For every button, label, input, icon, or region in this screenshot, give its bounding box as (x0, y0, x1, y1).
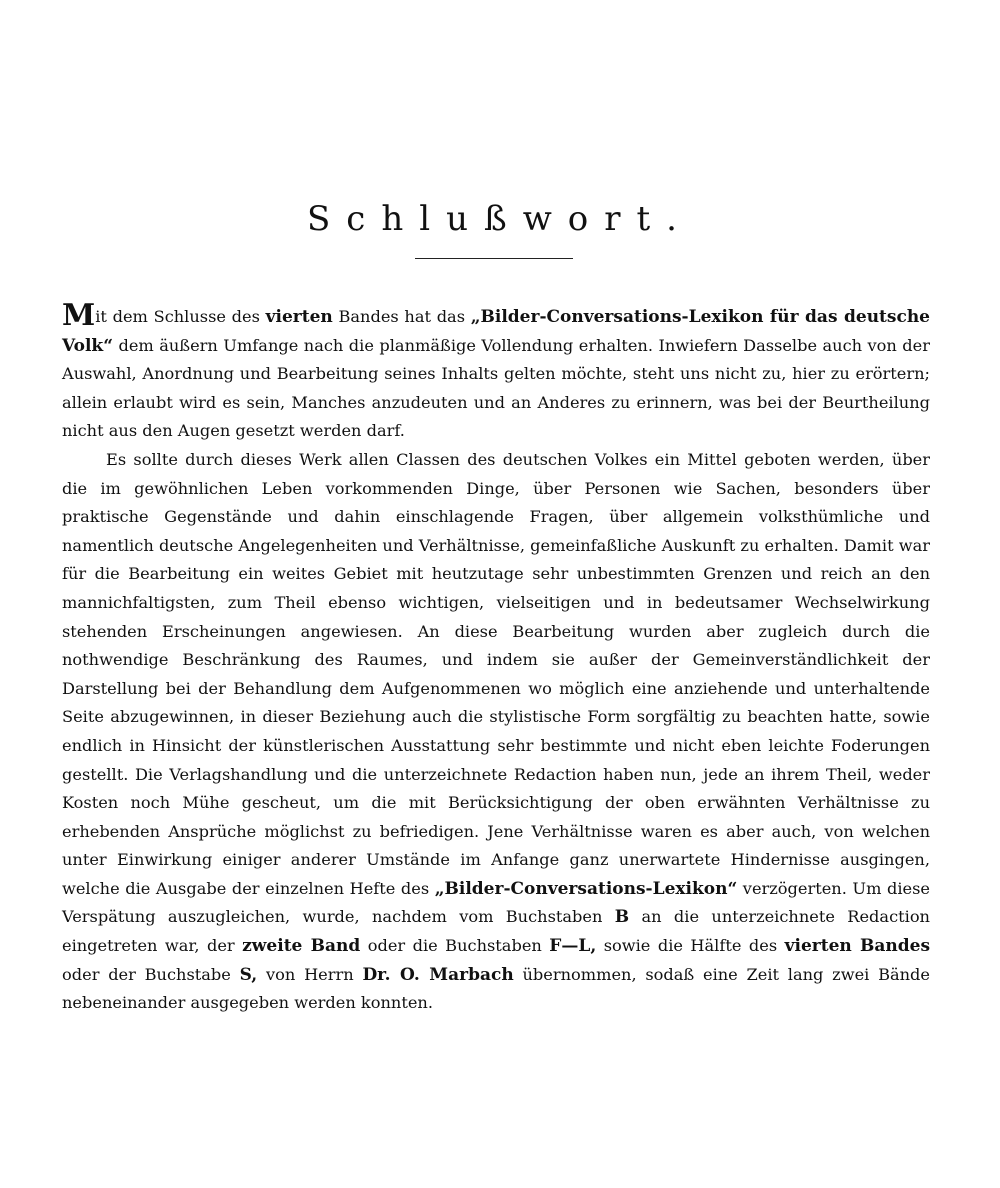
segment-bold: Dr. O. Marbach (362, 964, 514, 985)
segment-bold: „Bilder-Conversations-Lexikon für das deutsche Volk“ (62, 307, 930, 356)
segment: sowie die Hälfte des (596, 936, 785, 956)
drop-initial: M (62, 298, 96, 333)
segment: dem äußern Umfange nach die planmäßige Vollendung erhalten. Inwiefern Dasselbe auch von der Auswahl, Anordnung und Bearbeitung seines Inhalts gelten möchte, steht uns nicht zu, hier zu erörtern; allein erlaubt wird es sein, Manches anzudeuten und an Anderes zu erinnern, was bei der Beurtheilung nicht aus den Augen gesetzt werden darf. (62, 335, 930, 441)
segment-bold: F—L, (549, 936, 597, 957)
title-rule (415, 258, 573, 259)
segment: oder der Buchstabe (62, 964, 240, 984)
segment: it dem Schlusse des (95, 307, 266, 326)
segment: übernommen, sodaß eine Zeit lang zwei Bände nebeneinander ausgegeben werden konnten. (62, 964, 931, 1013)
segment: an die unterzeichnete Redaction eingetreten war, der (62, 907, 930, 956)
segment-bold: zweite Band (242, 936, 361, 957)
page-title: Schlußwort. (306, 198, 693, 239)
paragraph-1 (62, 298, 930, 446)
segment-bold: „Bilder-Conversations-Lexikon“ (434, 878, 738, 899)
segment: verzögerten. Um diese Verspätung auszugleichen, wurde, nachdem vom Buchstaben (62, 878, 930, 927)
segment: von Herrn (257, 964, 363, 984)
segment: Bandes hat das (332, 307, 471, 326)
segment-bold: vierten (265, 307, 333, 327)
segment: Es sollte durch dieses Werk allen Classen des deutschen Volkes ein Mittel geboten werden, über die im gewöhnlichen Leben vorkommenden Dinge, über Personen wie Sachen, besonders über praktische Gegenstände und dahin einschlagende Fragen, über allgemein volksthümliche und namentlich deutsche Angelegenheiten und Verhältnisse, gemeinfaßliche Auskunft zu erhalten. Damit war für die Bearbeitung ein weites Gebiet mit heutzutage sehr unbestimmten Grenzen und reich an den mannichfaltigsten, zum Theil ebenso wichtigen, vielseitigen und in bedeutsamer Wechselwirkung stehenden Erscheinungen angewiesen. An diese Bearbeitung wurden aber zugleich durch die nothwendige Beschränkung des Raumes, und indem sie außer der Gemeinverständlichkeit der Darstellung bei der Behandlung dem Aufgenommenen wo möglich eine anziehende und unterhaltende Seite abzugewinnen, in dieser Beziehung auch die stylistische Form sorgfältig zu beachten hatte, sowie endlich in Hinsicht der künstlerischen Ausstattung sehr bestimmte und nicht eben leichte Foderungen gestellt. Die Verlagshandlung und die unterzeichnete Redaction haben nun, jede an ihrem Theil, weder Kosten noch Mühe gescheut, um die mit Berücksichtigung der oben erwähnten Verhältnisse zu erhebenden Ansprüche möglichst zu befriedigen. Jene Verhältnisse waren es aber auch, von welchen unter Einwirkung einiger anderer Umstände im Anfange ganz unerwartete Hindernisse ausgingen, welche die Ausgabe der einzelnen Hefte des (62, 449, 930, 898)
segment: oder die Buchstaben (360, 936, 550, 956)
paragraph-2 (62, 446, 930, 1018)
segment-bold: vierten Bandes (784, 936, 931, 957)
segment-bold: S, (239, 964, 258, 985)
body-text (62, 298, 931, 1018)
segment-bold: B (614, 907, 630, 928)
